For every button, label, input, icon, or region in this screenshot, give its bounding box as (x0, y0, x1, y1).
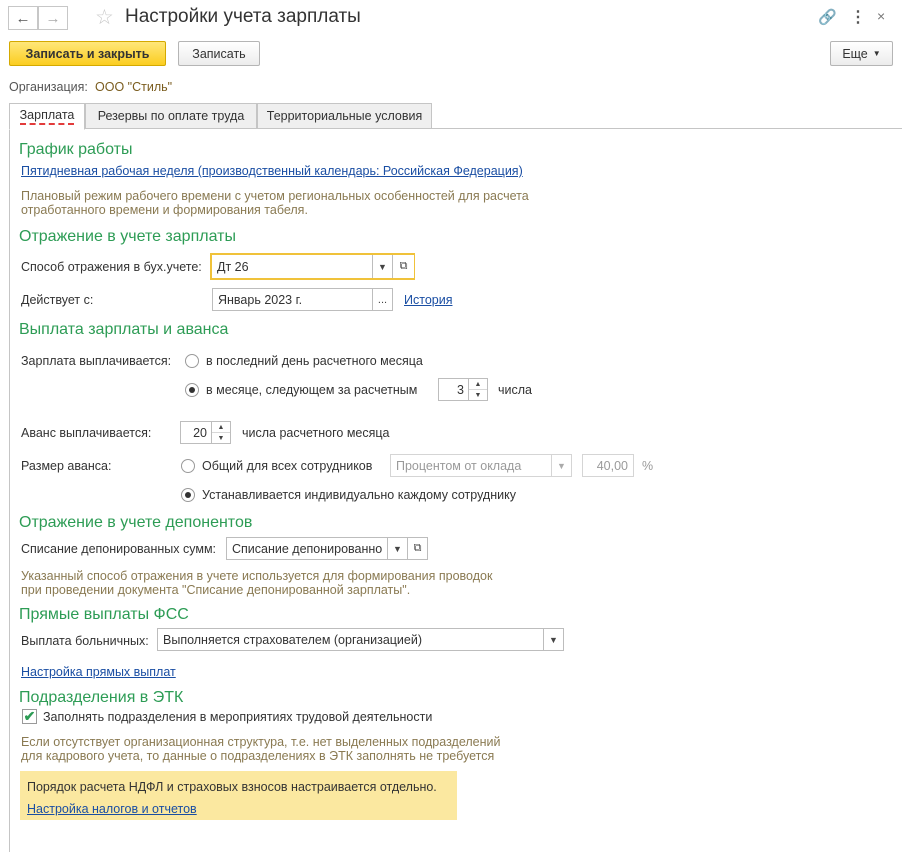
advance-day-suffix: числа расчетного месяца (242, 426, 390, 440)
tab-label: Зарплата (20, 108, 75, 125)
accounting-method-dropdown[interactable] (372, 255, 393, 278)
arrow-up-icon: ▲ (474, 380, 482, 388)
chevron-down-icon: ▼ (393, 543, 402, 554)
accounting-method-open[interactable] (393, 255, 414, 278)
advance-day-stepper[interactable] (212, 421, 231, 444)
schedule-hint-1: Плановый режим рабочего времени с учетом региональных особенностей для расчета (21, 189, 529, 203)
section-schedule-title: График работы (19, 141, 133, 158)
checkmark-icon: ✔ (23, 708, 36, 724)
schedule-link[interactable]: Пятидневная рабочая неделя (производственный календарь: Российская Федерация) (21, 164, 523, 178)
section-etk-title: Подразделения в ЭТК (19, 689, 184, 706)
effective-from-select[interactable] (372, 288, 393, 311)
deponent-label: Списание депонированных сумм: (21, 542, 217, 556)
tax-notice-text: Порядок расчета НДФЛ и страховых взносов настраивается отдельно. (27, 780, 437, 794)
chevron-down-icon: ▼ (557, 460, 566, 471)
more-button[interactable] (830, 41, 893, 66)
advance-size-label: Размер аванса: (21, 459, 112, 473)
section-fss-title: Прямые выплаты ФСС (19, 606, 189, 623)
open-window-icon: ⧉ (399, 260, 408, 272)
save-and-close-button[interactable]: Записать и закрыть (9, 41, 166, 66)
history-link[interactable]: История (404, 293, 453, 307)
etk-checkbox-label: Заполнять подразделения в мероприятиях трудовой деятельности (43, 710, 433, 724)
opt-individual-label: Устанавливается индивидуально каждому сотруднику (202, 488, 516, 502)
opt-last-day-label: в последний день расчетного месяца (206, 354, 423, 368)
section-accounting-title: Отражение в учете зарплаты (19, 228, 236, 245)
effective-from-label: Действует с: (21, 293, 94, 307)
common-method-select[interactable]: Процентом от оклада (390, 454, 552, 477)
opt-next-month-label: в месяце, следующем за расчетным (206, 383, 418, 397)
sick-pay-select[interactable]: Выполняется страхователем (организацией) (157, 628, 544, 651)
org-value[interactable]: ООО "Стиль" (95, 80, 173, 94)
deponent-input[interactable]: Списание депонированно (226, 537, 388, 560)
deponent-open[interactable] (407, 537, 428, 560)
window-title: Настройки учета зарплаты (125, 6, 361, 27)
arrow-down-icon: ▼ (212, 432, 230, 443)
ellipsis-icon: ... (377, 293, 388, 306)
more-vertical-icon[interactable]: ⋮ (850, 9, 866, 26)
tab-salary[interactable] (9, 103, 85, 130)
radio-next-month[interactable] (185, 383, 199, 397)
chevron-down-icon: ▼ (872, 49, 881, 58)
section-deponent-title: Отражение в учете депонентов (19, 514, 253, 531)
accounting-method-label: Способ отражения в бух.учете: (21, 260, 202, 274)
effective-from-input[interactable]: Январь 2023 г. (212, 288, 373, 311)
open-window-icon: ⧉ (413, 542, 422, 554)
pay-day-suffix: числа (498, 383, 532, 397)
org-label: Организация: (9, 80, 88, 94)
opt-common-label: Общий для всех сотрудников (202, 459, 373, 473)
close-icon[interactable]: × (877, 8, 886, 24)
radio-common[interactable] (181, 459, 195, 473)
pay-day-input[interactable]: 3 (438, 378, 469, 401)
tax-settings-link[interactable]: Настройка налогов и отчетов (27, 802, 197, 816)
tax-notice (20, 771, 457, 820)
advance-label: Аванс выплачивается: (21, 426, 152, 440)
accounting-method-input[interactable]: Дт 26 (212, 255, 372, 278)
arrow-down-icon: ▼ (469, 389, 487, 400)
tab-territorial[interactable]: Территориальные условия (257, 103, 432, 129)
radio-last-day[interactable] (185, 354, 199, 368)
chevron-down-icon: ▼ (549, 634, 558, 645)
arrow-left-icon: ← (15, 9, 31, 27)
deponent-hint-2: при проведении документа "Списание депонированной зарплаты". (21, 583, 411, 597)
advance-day-input[interactable]: 20 (180, 421, 212, 444)
schedule-hint-2: отработанного времени и формирования табеля. (21, 203, 308, 217)
sick-pay-label: Выплата больничных: (21, 634, 149, 648)
forward-button[interactable] (38, 6, 68, 30)
arrow-up-icon: ▲ (217, 423, 225, 431)
salary-paid-label: Зарплата выплачивается: (21, 354, 172, 368)
link-icon[interactable]: 🔗 (818, 9, 837, 26)
back-button[interactable] (8, 6, 38, 30)
etk-hint-1: Если отсутствует организационная структура, т.е. нет выделенных подразделений (21, 735, 501, 749)
arrow-right-icon: → (45, 9, 61, 27)
tab-reserves[interactable]: Резервы по оплате труда (85, 103, 257, 129)
deponent-hint-1: Указанный способ отражения в учете используется для формирования проводок (21, 569, 493, 583)
etk-checkbox[interactable] (22, 709, 37, 724)
favorite-star-icon[interactable]: ☆ (95, 6, 114, 29)
pay-day-stepper[interactable] (469, 378, 488, 401)
sick-pay-dropdown[interactable] (543, 628, 564, 651)
more-label: Еще (842, 46, 868, 61)
chevron-down-icon: ▼ (378, 261, 387, 272)
direct-payments-link[interactable]: Настройка прямых выплат (21, 665, 176, 679)
etk-hint-2: для кадрового учета, то данные о подразделениях в ЭТК заполнять не требуется (21, 749, 495, 763)
common-method-dropdown[interactable] (551, 454, 572, 477)
save-button[interactable]: Записать (178, 41, 260, 66)
section-payment-title: Выплата зарплаты и аванса (19, 321, 229, 338)
deponent-dropdown[interactable] (387, 537, 408, 560)
radio-individual[interactable] (181, 488, 195, 502)
percent-input[interactable]: 40,00 (582, 454, 634, 477)
percent-sign: % (642, 459, 654, 473)
